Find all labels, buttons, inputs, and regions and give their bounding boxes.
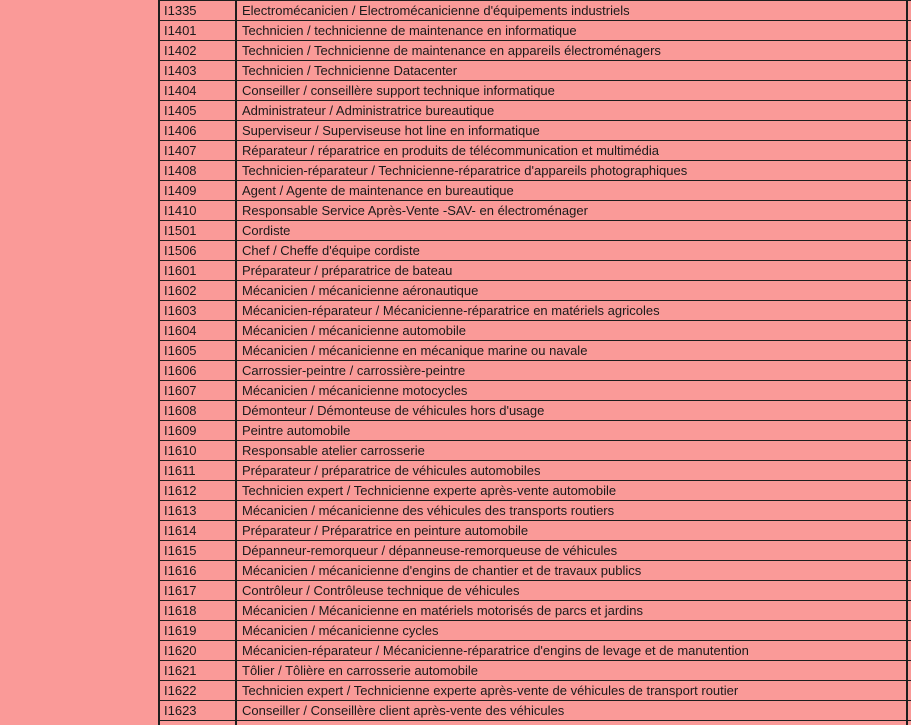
label-cell[interactable]: Chef / Cheffe d'équipe cordiste [237,241,908,260]
code-cell[interactable]: I1408 [158,161,237,180]
label-cell[interactable]: Préparateur / préparatrice de bateau [237,261,908,280]
rome-codes-table [158,0,911,725]
table-row [158,601,911,621]
label-cell[interactable]: Dépanneur-remorqueur / dépanneuse-remorqueuse de véhicules [237,541,908,560]
code-cell[interactable]: I1607 [158,381,237,400]
rome-table-body [158,1,911,725]
code-cell[interactable]: I1405 [158,101,237,120]
table-row [158,581,911,601]
label-cell[interactable]: Mécanicien / mécanicienne en mécanique marine ou navale [237,341,908,360]
label-cell[interactable]: Tôlier / Tôlière en carrosserie automobile [237,661,908,680]
code-cell[interactable]: I1409 [158,181,237,200]
code-cell[interactable]: I1501 [158,221,237,240]
label-cell[interactable]: Conseiller / Conseillère client après-vente des véhicules [237,701,908,720]
code-cell[interactable]: I1506 [158,241,237,260]
code-cell[interactable]: I1619 [158,621,237,640]
label-cell[interactable]: Technicien-réparateur / Technicienne-réparatrice d'appareils photographiques [237,161,908,180]
label-cell[interactable]: Technicien / Technicienne de maintenance en appareils électroménagers [237,41,908,60]
code-cell[interactable]: I1613 [158,501,237,520]
label-cell[interactable]: Mécanicien / mécanicienne d'engins de chantier et de travaux publics [237,561,908,580]
table-row [158,141,911,161]
code-cell[interactable]: I1401 [158,21,237,40]
table-row [158,21,911,41]
label-cell[interactable]: Préparateur / Préparatrice en peinture automobile [237,521,908,540]
label-cell[interactable]: Réparateur / réparatrice en produits de télécommunication et multimédia [237,141,908,160]
code-cell[interactable]: I1617 [158,581,237,600]
table-row [158,701,911,721]
code-cell[interactable]: I1612 [158,481,237,500]
label-cell[interactable]: Mécanicien / mécanicienne des véhicules des transports routiers [237,501,908,520]
label-cell[interactable]: Responsable atelier carrosserie [237,441,908,460]
label-cell[interactable]: Superviseur / Superviseuse hot line en informatique [237,121,908,140]
code-cell[interactable]: I1620 [158,641,237,660]
label-cell[interactable]: Technicien expert / Technicienne experte après-vente de véhicules de transport routier [237,681,908,700]
code-cell[interactable]: I1410 [158,201,237,220]
label-cell[interactable]: Préparateur / préparatrice de véhicules automobiles [237,461,908,480]
code-cell[interactable]: I1609 [158,421,237,440]
table-row [158,201,911,221]
table-row [158,261,911,281]
code-cell[interactable]: I1605 [158,341,237,360]
code-cell[interactable]: I1615 [158,541,237,560]
table-row [158,1,911,21]
code-cell[interactable]: I1335 [158,1,237,20]
label-cell[interactable]: Mécanicien-réparateur / Mécanicienne-réparatrice en matériels agricoles [237,301,908,320]
label-cell[interactable]: Technicien expert / Technicienne experte après-vente automobile [237,481,908,500]
table-row [158,221,911,241]
code-cell[interactable]: I1603 [158,301,237,320]
label-cell[interactable]: Peintre automobile [237,421,908,440]
code-cell[interactable]: I1614 [158,521,237,540]
table-row [158,321,911,341]
label-cell[interactable]: Technicien / Technicienne Datacenter [237,61,908,80]
table-row [158,661,911,681]
label-cell[interactable]: Contrôleur / Contrôleuse technique de véhicules [237,581,908,600]
table-row [158,681,911,701]
table-row [158,61,911,81]
label-cell[interactable]: Mécanicien-réparateur / Mécanicienne-réparatrice d'engins de levage et de manutention [237,641,908,660]
table-row [158,561,911,581]
table-row [158,501,911,521]
table-row [158,641,911,661]
table-row [158,441,911,461]
code-cell[interactable]: I1402 [158,41,237,60]
table-row [158,101,911,121]
code-cell[interactable]: I1403 [158,61,237,80]
table-row [158,381,911,401]
label-cell[interactable]: Démonteur / Démonteuse de véhicules hors d'usage [237,401,908,420]
code-cell[interactable]: I1406 [158,121,237,140]
code-cell[interactable]: I1623 [158,701,237,720]
code-cell[interactable]: I1404 [158,81,237,100]
code-cell[interactable]: I1606 [158,361,237,380]
label-cell[interactable]: Technicien / technicienne de maintenance en informatique [237,21,908,40]
code-cell[interactable]: I1608 [158,401,237,420]
label-cell[interactable]: Mécanicien / mécanicienne motocycles [237,381,908,400]
label-cell[interactable]: Agent / Agente de maintenance en bureautique [237,181,908,200]
code-cell[interactable]: I1604 [158,321,237,340]
table-row [158,161,911,181]
table-row [158,301,911,321]
table-row [158,361,911,381]
code-cell[interactable]: I1407 [158,141,237,160]
table-row [158,421,911,441]
code-cell[interactable]: I1610 [158,441,237,460]
code-cell[interactable]: I1611 [158,461,237,480]
table-row [158,541,911,561]
label-cell[interactable]: Mécanicien / Mécanicienne en matériels motorisés de parcs et jardins [237,601,908,620]
table-row [158,401,911,421]
table-row [158,621,911,641]
label-cell[interactable]: Conseiller / conseillère support technique informatique [237,81,908,100]
table-row [158,121,911,141]
table-row [158,481,911,501]
label-cell[interactable]: Responsable Service Après-Vente -SAV- en électroménager [237,201,908,220]
table-row [158,41,911,61]
label-cell[interactable]: Electromécanicien / Electromécanicienne d'équipements industriels [237,1,908,20]
label-cell[interactable]: Administrateur / Administratrice bureautique [237,101,908,120]
table-row [158,281,911,301]
table-row [158,181,911,201]
table-row [158,341,911,361]
code-cell[interactable]: I1622 [158,681,237,700]
code-cell[interactable]: I1616 [158,561,237,580]
table-row [158,461,911,481]
label-cell[interactable]: Mécanicien / mécanicienne cycles [237,621,908,640]
label-cell[interactable]: Mécanicien / mécanicienne automobile [237,321,908,340]
code-cell[interactable]: I1601 [158,261,237,280]
code-cell[interactable]: I1602 [158,281,237,300]
label-cell[interactable]: Mécanicien / mécanicienne aéronautique [237,281,908,300]
label-cell[interactable]: Cordiste [237,221,908,240]
code-cell[interactable]: I1621 [158,661,237,680]
code-cell[interactable]: I1618 [158,601,237,620]
table-row [158,81,911,101]
table-row [158,241,911,261]
table-row [158,521,911,541]
label-cell[interactable]: Carrossier-peintre / carrossière-peintre [237,361,908,380]
